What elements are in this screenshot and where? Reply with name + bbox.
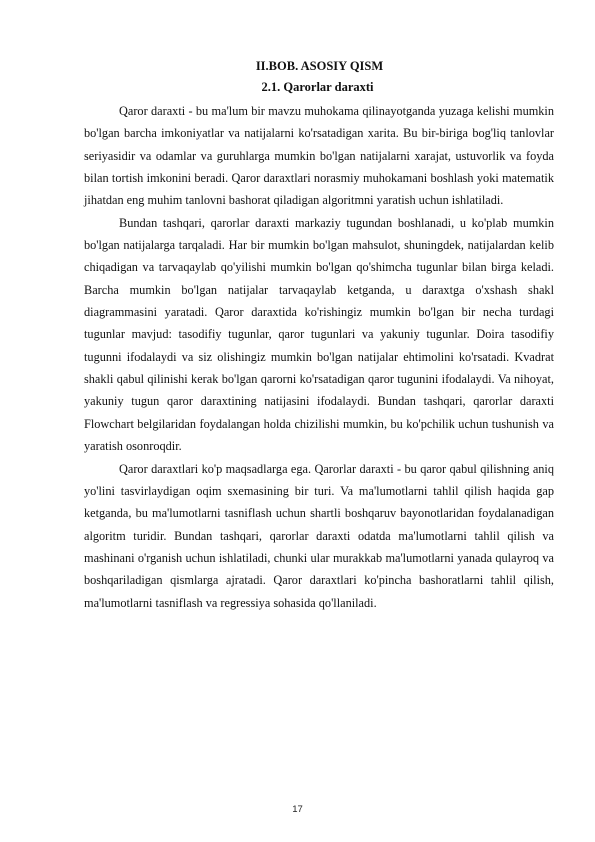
section-title: 2.1. Qarorlar daraxti (261, 80, 374, 94)
paragraph-2: Bundan tashqari, qarorlar daraxti markaziy tugundan boshlanadi, u ko'plab mumkin bo'lgan natijalarga tarqaladi. Har bir mumkin bo'lgan mahsulot, shuningdek, natijalardan kelib chiqadigan va tarvaqaylab qo'yilishi mumkin bo'lgan qo'shimcha tugunlar bilan birga keladi. Barcha mumkin bo'lgan natijalar tarvaqaylab ketganda, u daraxtga o'xshash shakl diagrammasini yaratadi. Qaror daraxtida ko'rishingiz mumkin bo'lgan bir necha turdagi tugunlar mavjud: tasodifiy tugunlar, qaror tugunlari va yakuniy tugunlar. Doira tasodifiy tugunni ifodalaydi va siz olishingiz mumkin bo'lgan natijalar ehtimolini ko'rsatadi. Kvadrat shakli qabul qilinishi kerak bo'lgan qarorni ko'rsatadigan qaror tugunini ifodalaydi. Va nihoyat, yakuniy tugun qaror daraxtining natijasini ifodalaydi. Bundan tashqari, qarorlar daraxti Flowchart belgilaridan foydalangan holda chizilishi mumkin, bu ko'pchilik uchun tushunish va yaratish osonroqdir. (84, 215, 554, 454)
body-text (84, 100, 554, 614)
chapter-title: II.BOB. ASOSIY QISM (255, 59, 384, 73)
page-number: 17 (292, 804, 303, 815)
paragraph-1: Qaror daraxti - bu ma'lum bir mavzu muhokama qilinayotganda yuzaga kelishi mumkin bo'lgan barcha imkoniyatlar va natijalarni ko'rsatadigan xarita. Bu bir-biriga bog'liq tanlovlar seriyasidir va odamlar va guruhlarga mumkin bo'lgan natijalarni xarajat, ustuvorlik va foyda bilan tortish imkonini beradi. Qaror daraxtlari norasmiy muhokamani boshlash yoki matematik jihatdan eng muhim tanlovni bashorat qiladigan algoritmni yaratish uchun ishlatiladi. (84, 104, 554, 208)
paragraph-3: Qaror daraxtlari ko'p maqsadlarga ega. Qarorlar daraxti - bu qaror qabul qilishning aniq yo'lini tasvirlaydigan oqim sxemasining bir turi. Va ma'lumotlarni tahlil qilish haqida gap ketganda, bu ma'lumotlarni tasniflash uchun shartli boshqaruv bayonotlaridan foydalanadigan algoritm turidir. Bundan tashqari, qarorlar daraxti odatda ma'lumotlarni tahlil qilish va mashinani o'rganish uchun ishlatiladi, chunki ular murakkab ma'lumotlarni yanada qulayroq va boshqariladigan qismlarga ajratadi. Qaror daraxtlari ko'pincha bashoratlarni tahlil qilish, ma'lumotlarni tasniflash va regressiya sohasida qo'llaniladi. (84, 461, 554, 610)
